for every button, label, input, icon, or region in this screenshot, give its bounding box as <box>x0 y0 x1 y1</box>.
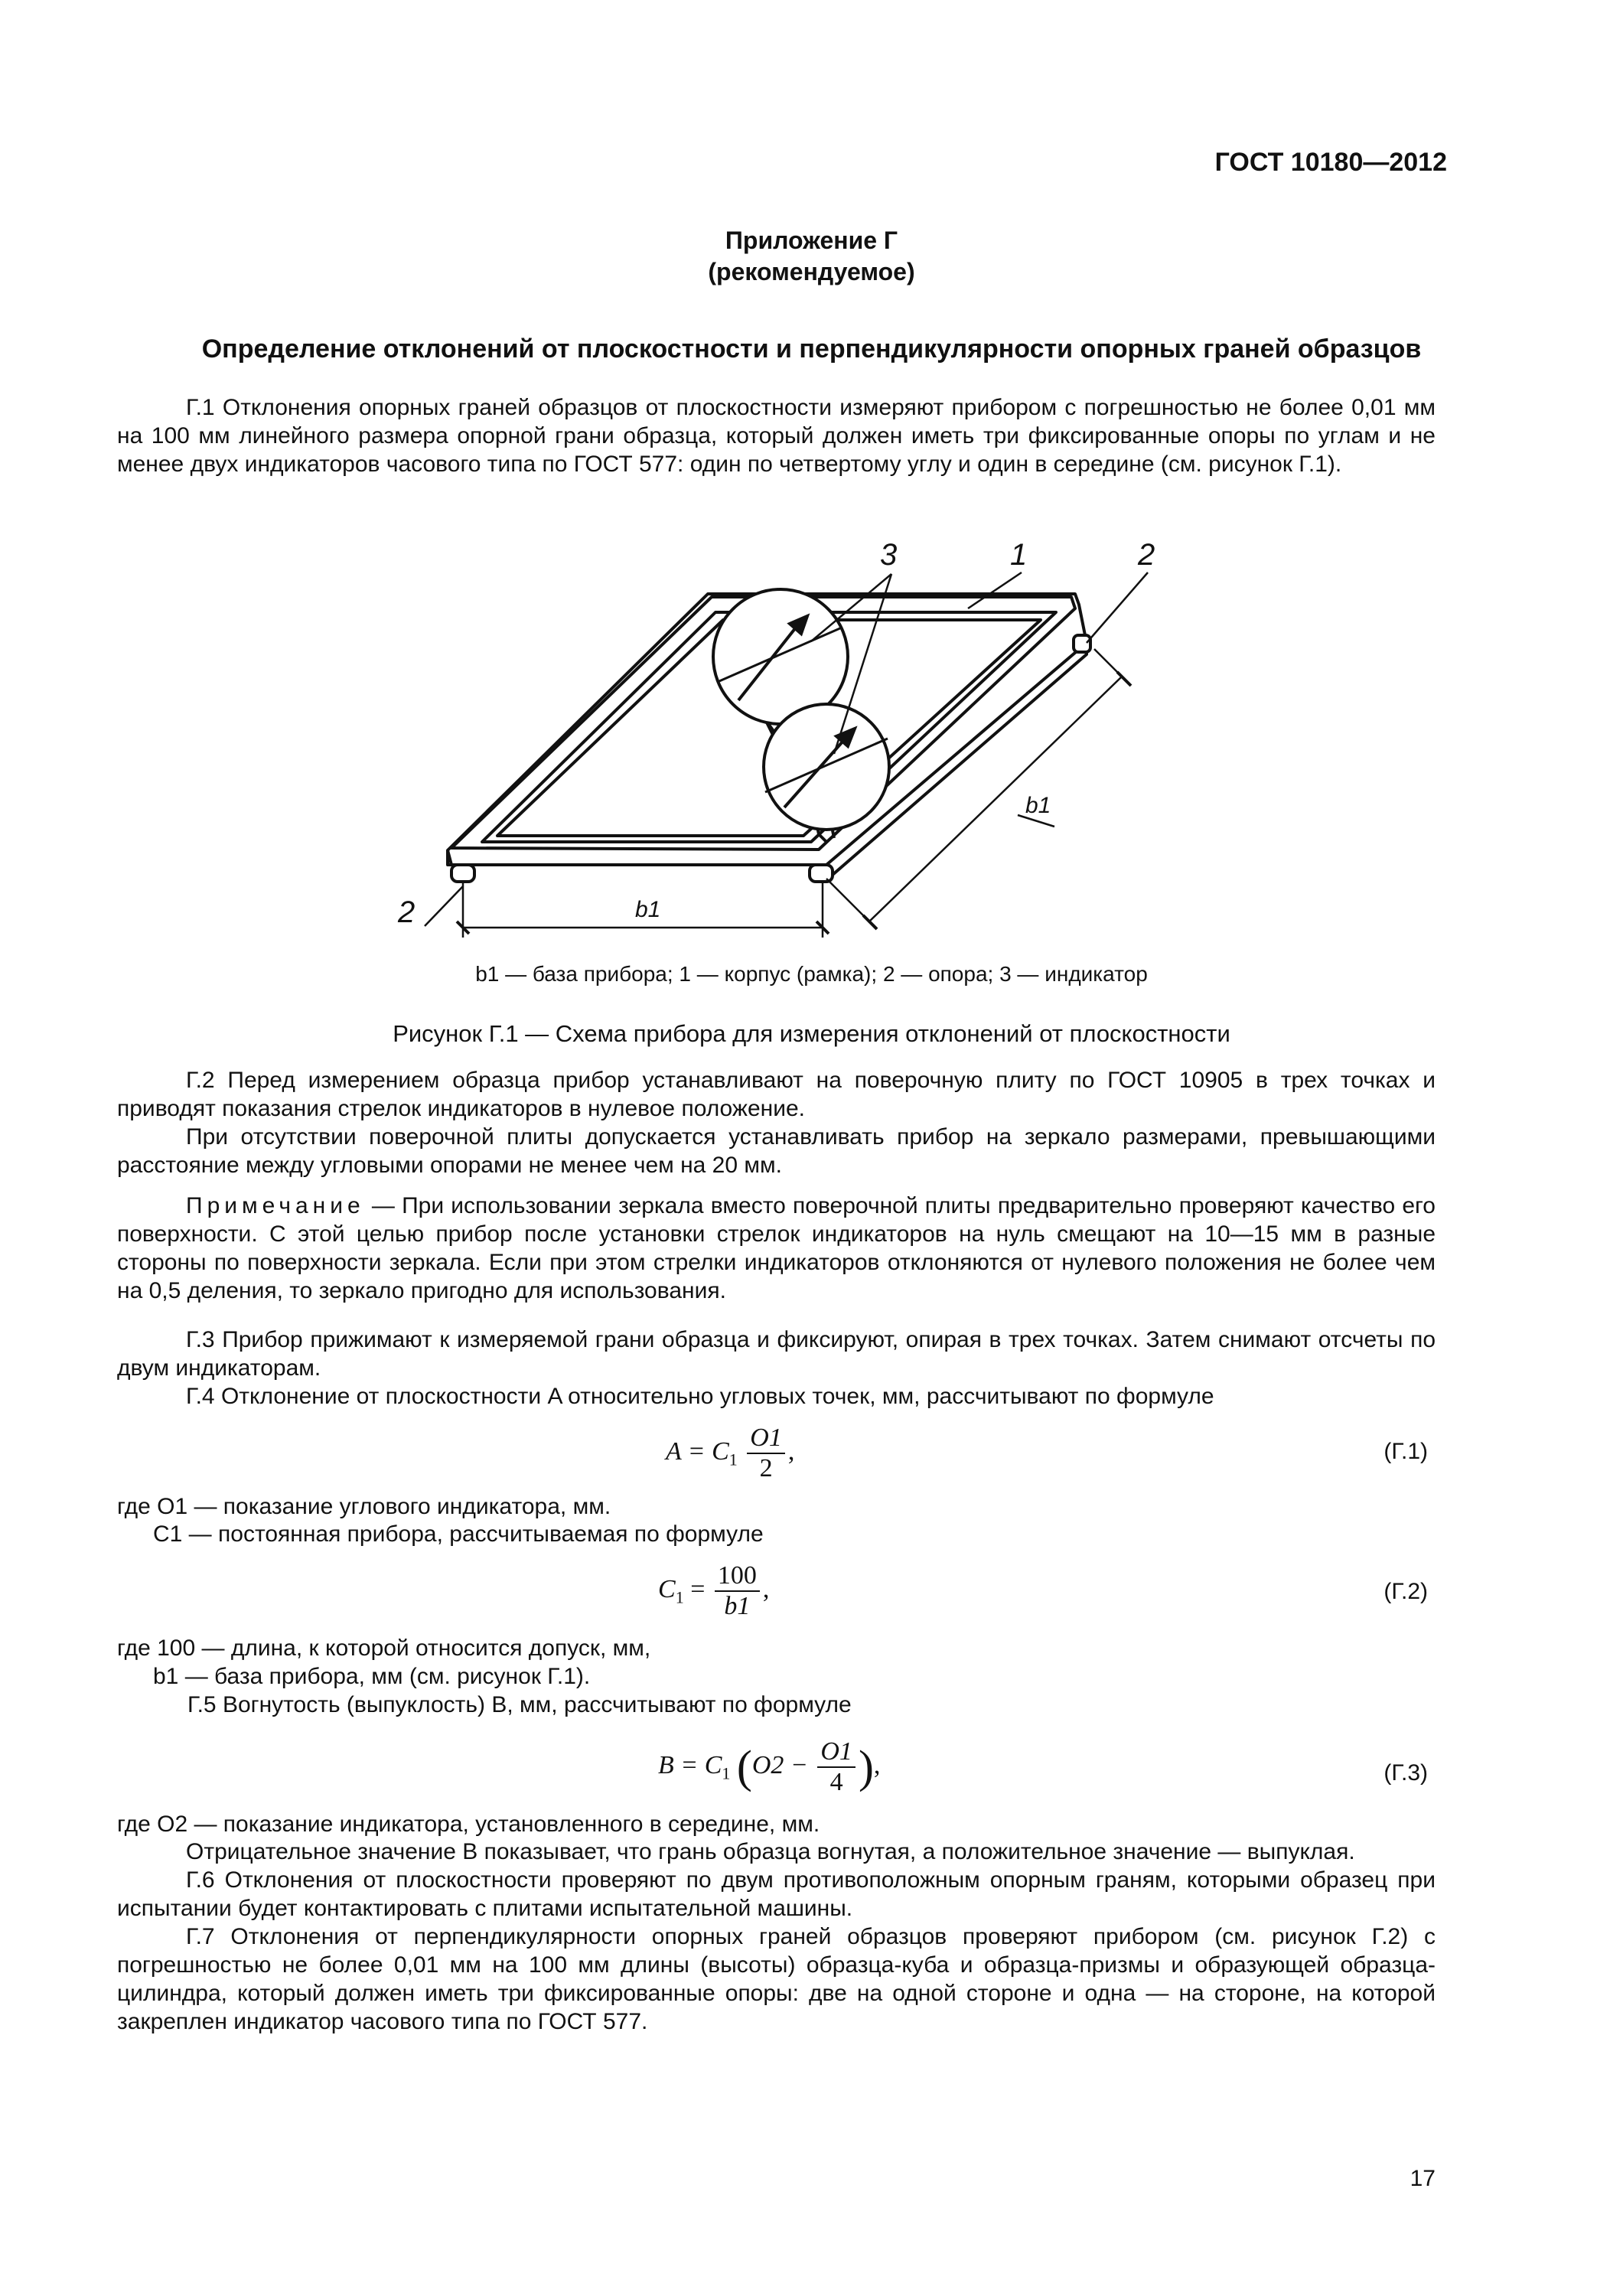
where-o1: где O1 — показание углового индикатора, мм. <box>117 1494 611 1519</box>
callout-2-right: 2 <box>1138 538 1155 572</box>
paragraph-g2b: При отсутствии поверочной плиты допускается устанавливать прибор на зеркало размерами, превышающими расстояние между угловыми опорами не менее чем на 20 мм. <box>117 1124 1436 1178</box>
note-text: — При использовании зеркала вместо поверочной плиты предварительно проверяют качество его поверхности. С этой целью прибор после установки стрелок индикаторов на нуль смещают на 10—15 мм в разные стороны по поверхности зеркала. Если при этом стрелки индикаторов отклоняются от нулевого положения не более чем на 0,5 деления, то зеркало пригодно для использования. <box>117 1193 1436 1303</box>
dimension-b1-right: b1 <box>1025 793 1051 818</box>
section-title: Определение отклонений от плоскостности и перпендикулярности опорных граней образцов <box>201 334 1422 364</box>
dimension-b1-bottom: b1 <box>635 897 661 922</box>
formula-g1-number: (Г.1) <box>1383 1439 1428 1464</box>
callout-1: 1 <box>1010 538 1028 572</box>
where-100: где 100 — длина, к которой относится допуск, мм, <box>117 1636 651 1661</box>
paragraph-g6: Г.6 Отклонения от плоскостности проверяют по двум противоположным опорным граням, которыми образец при испытании будет контактировать с плитами испытательной машины. <box>117 1867 1436 1921</box>
formula-g3: $B = C_1$ (O2 − $\frac{O1}{4}$ ), <box>658 1737 881 1796</box>
formula-g2-number: (Г.2) <box>1383 1579 1428 1604</box>
support-right <box>1074 635 1090 652</box>
formula-g2: $C_1$ = $\frac{100}{b1}$ , <box>658 1561 770 1620</box>
annex-title: Приложение Г <box>725 227 898 254</box>
callout-2-left: 2 <box>398 895 416 929</box>
paragraph-g2: Г.2 Перед измерением образца прибор устанавливают на поверочную плиту по ГОСТ 10905 в трех точках и приводят показания стрелок индикаторов в нулевое положение. <box>117 1068 1436 1121</box>
paragraph-g3: Г.3 Прибор прижимают к измеряемой грани образца и фиксируют, опирая в трех точках. Затем снимают отсчеты по двум индикаторам. <box>117 1327 1436 1381</box>
figure-caption: Рисунок Г.1 — Схема прибора для измерения отклонений от плоскостности <box>393 1020 1230 1047</box>
support-mid <box>810 865 833 882</box>
paragraph-g5: Г.5 Вогнутость (выпуклость) B, мм, рассчитывают по формуле <box>187 1692 852 1717</box>
note-label: Примечание <box>186 1193 365 1218</box>
page-number: 17 <box>1410 2166 1436 2191</box>
support-left <box>451 865 474 882</box>
where-o2: где O2 — показание индикатора, установленного в середине, мм. <box>117 1812 820 1837</box>
paragraph-g4: Г.4 Отклонение от плоскостности A относительно угловых точек, мм, рассчитывают по формуле <box>186 1384 1214 1409</box>
paragraph-g7: Г.7 Отклонения от перпендикулярности опорных граней образцов проверяют прибором (см. рисунок Г.2) с погрешностью не более 0,01 мм на 100 мм длины (высоты) образца-куба и образца-призмы и образующей образца-цилиндра, который должен иметь три фиксированные опоры: две на одной стороне и одна — на стороне, на которой закреплен индикатор часового типа по ГОСТ 577. <box>117 1924 1436 2034</box>
where-b1: b1 — база прибора, мм (см. рисунок Г.1). <box>153 1664 591 1689</box>
paragraph-negative: Отрицательное значение B показывает, что грань образца вогнутая, а положительное значение — выпуклая. <box>186 1839 1355 1864</box>
where-c1: C1 — постоянная прибора, рассчитываемая по формуле <box>153 1521 764 1547</box>
figure-device-diagram <box>0 0 1623 995</box>
formula-g3-number: (Г.3) <box>1383 1760 1428 1786</box>
indicator-lower <box>764 704 889 830</box>
paragraph-g1: Г.1 Отклонения опорных граней образцов от плоскостности измеряют прибором с погрешностью не более 0,01 мм на 100 мм линейного размера опорной грани образца, который должен иметь три фиксированные опоры по углам и не менее двух индикаторов часового типа по ГОСТ 577: один по четвертому углу и один в середине (см. рисунок Г.1). <box>117 395 1436 477</box>
document-code: ГОСТ 10180—2012 <box>1214 148 1447 177</box>
note <box>117 1192 1436 1305</box>
formula-g1: $A = C_1$ $\frac{O1}{2}$ , <box>666 1424 795 1482</box>
callout-3: 3 <box>880 538 898 572</box>
annex-subtitle: (рекомендуемое) <box>708 258 915 285</box>
figure-legend: b1 — база прибора; 1 — корпус (рамка); 2 — опора; 3 — индикатор <box>475 962 1148 986</box>
